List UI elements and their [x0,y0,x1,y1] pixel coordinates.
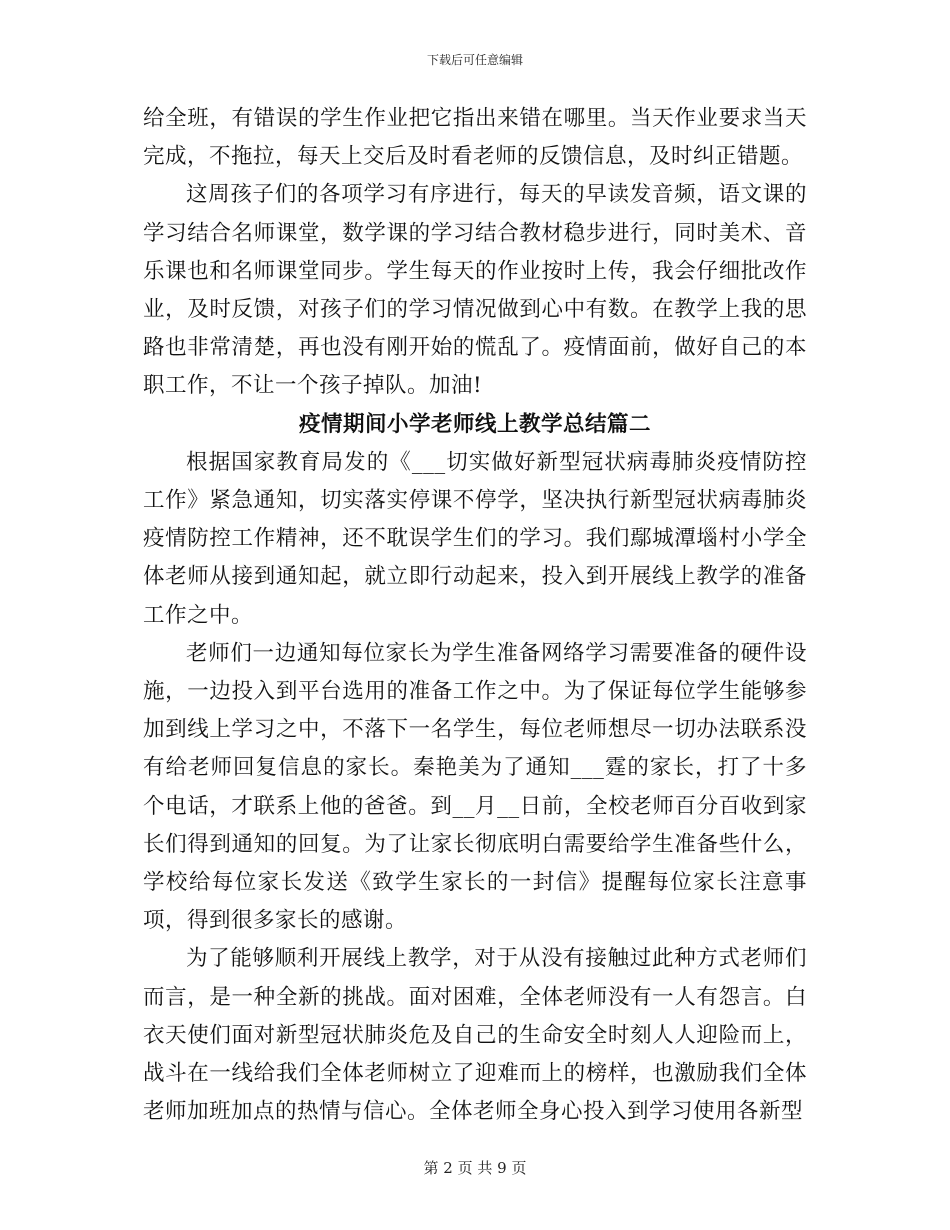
section-title: 疫情期间小学老师线上教学总结篇二 [298,411,651,437]
paragraph-continued: 给全班，有错误的学生作业把它指出来错在哪里。当天作业要求当天完成，不拖拉，每天上交后及时看老师的反馈信息，及时纠正错题。 [143,106,807,170]
paragraph: 根据国家教育局发的《___切实做好新型冠状病毒肺炎疫情防控工作》紧急通知，切实落实停课不停学，坚决执行新型冠状病毒肺炎疫情防控工作精神，还不耽误学生们的学习。我们鄢城潭堖村小学全体老师从接到通知起，就立即行动起来，投入到开展线上教学的准备工作之中。 [143,449,807,628]
document-body [143,100,807,1131]
page-footer: 第 2 页 共 9 页 [423,1159,527,1177]
paragraph: 这周孩子们的各项学习有序进行，每天的早读发音频，语文课的学习结合名师课堂，数学课的学习结合教材稳步进行，同时美术、音乐课也和名师课堂同步。学生每天的作业按时上传，我会仔细批改作业，及时反馈，对孩子们的学习情况做到心中有数。在教学上我的思路也非常清楚，再也没有刚开始的慌乱了。疫情面前，做好自己的本职工作，不让一个孩子掉队。加油! [143,182,807,399]
paragraph: 老师们一边通知每位家长为学生准备网络学习需要准备的硬件设施，一边投入到平台选用的准备工作之中。为了保证每位学生能够参加到线上学习之中，不落下一名学生，每位老师想尽一切办法联系没有给老师回复信息的家长。秦艳美为了通知___霆的家长，打了十多个电话，才联系上他的爸爸。到__月__日前，全校老师百分百收到家长们得到通知的回复。为了让家长彻底明白需要给学生准备些什么，学校给每位家长发送《致学生家长的一封信》提醒每位家长注意事项，得到很多家长的感谢。 [143,640,807,934]
paragraph: 为了能够顺利开展线上教学，对于从没有接触过此种方式老师们而言，是一种全新的挑战。面对困难，全体老师没有一人有怨言。白衣天使们面对新型冠状肺炎危及自己的生命安全时刻人人迎险而上，战斗在一线给我们全体老师树立了迎难而上的榜样，也激励我们全体老师加班加点的热情与信心。全体老师全身心投入到学习使用各新型 [143,946,807,1125]
page-header: 下载后可任意编辑 [426,53,523,67]
